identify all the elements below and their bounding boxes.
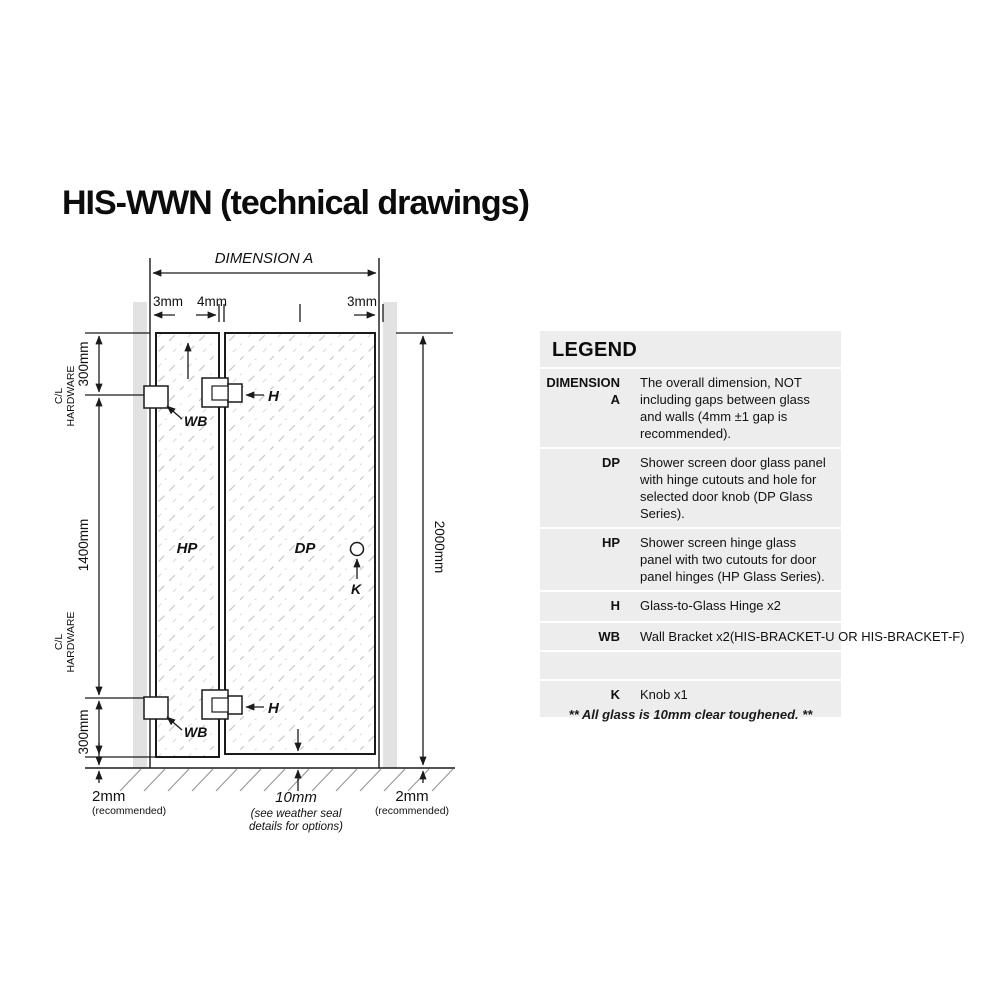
- legend-key: DIMENSION A: [546, 375, 620, 407]
- knob-circle: [351, 543, 364, 556]
- bottom-wall-bracket-label: WB: [184, 724, 208, 740]
- legend-title: LEGEND: [552, 339, 638, 361]
- cl-label-top: C/L: [53, 387, 65, 405]
- page-title: HIS-WWN (technical drawings): [62, 184, 529, 222]
- legend-key: DP: [601, 455, 620, 470]
- gap-mid-label: 4mm: [197, 294, 227, 309]
- legend-desc: Knob x1: [640, 687, 688, 702]
- gap-10mm-label: 10mm: [275, 789, 317, 806]
- legend-row-hp: [540, 527, 841, 590]
- legend-panel: [540, 331, 965, 717]
- legend-row-empty: [540, 650, 841, 679]
- top-wall-bracket-label: WB: [184, 413, 208, 429]
- bottom-hinge-label: H: [268, 700, 279, 717]
- gap-2mm-left-label: 2mm: [92, 788, 126, 805]
- hardware-label-top: HARDWARE: [65, 365, 77, 427]
- right-wall: [383, 302, 397, 768]
- legend-footnote: ** All glass is 10mm clear toughened. **: [568, 707, 813, 722]
- dim-1400-label: 1400mm: [76, 518, 91, 572]
- top-wall-bracket: [144, 386, 168, 408]
- legend-key: WB: [598, 629, 620, 644]
- legend-row-wb: [540, 621, 965, 650]
- gap-2mm-left-note: (recommended): [92, 805, 167, 817]
- hp-panel-label: HP: [176, 540, 198, 557]
- hardware-label-bottom: HARDWARE: [65, 611, 77, 673]
- dim-300-top-label: 300mm: [76, 341, 91, 387]
- dim-300-bottom-label: 300mm: [76, 709, 91, 755]
- top-hinge-label: H: [268, 388, 279, 405]
- legend-key: K: [610, 687, 620, 702]
- gap-2mm-right-note: (recommended): [374, 805, 450, 817]
- legend-desc: Shower screen hinge glass panel with two cutouts for door panel hinges (HP Glass Series).: [640, 535, 825, 584]
- technical-drawing: [40, 240, 470, 840]
- gap-10mm-note-1: (see weather seal: [250, 808, 342, 820]
- legend-key: H: [610, 598, 620, 613]
- legend-key: HP: [601, 535, 620, 550]
- legend-desc: Glass-to-Glass Hinge x2: [640, 598, 781, 613]
- legend-desc: [640, 657, 830, 674]
- gap-10mm-note-2: details for options): [249, 821, 343, 833]
- dp-panel-label: DP: [294, 540, 316, 557]
- gap-left-label: 3mm: [153, 294, 183, 309]
- legend-row-dimension-a: [540, 367, 841, 447]
- dimension-a-label: DIMENSION A: [214, 250, 314, 267]
- gap-right-label: 3mm: [347, 294, 377, 309]
- knob-label: K: [350, 581, 362, 597]
- legend-row-dp: [540, 447, 841, 527]
- dim-2000-label: 2000mm: [432, 520, 447, 574]
- legend-key: [540, 657, 640, 674]
- legend-desc: Wall Bracket x2(HIS-BRACKET-U OR HIS-BRACKET-F): [640, 629, 965, 644]
- legend-row-h: [540, 590, 841, 621]
- cl-label-bottom: C/L: [53, 633, 65, 651]
- gap-2mm-right-label: 2mm: [395, 788, 429, 805]
- bottom-wall-bracket: [144, 697, 168, 719]
- legend-desc: The overall dimension, NOT including gaps between glass and walls (4mm ±1 gap is recommended).: [640, 375, 810, 441]
- legend-desc: Shower screen door glass panel with hinge cutouts and hole for selected door knob (DP Glass Series).: [640, 455, 826, 521]
